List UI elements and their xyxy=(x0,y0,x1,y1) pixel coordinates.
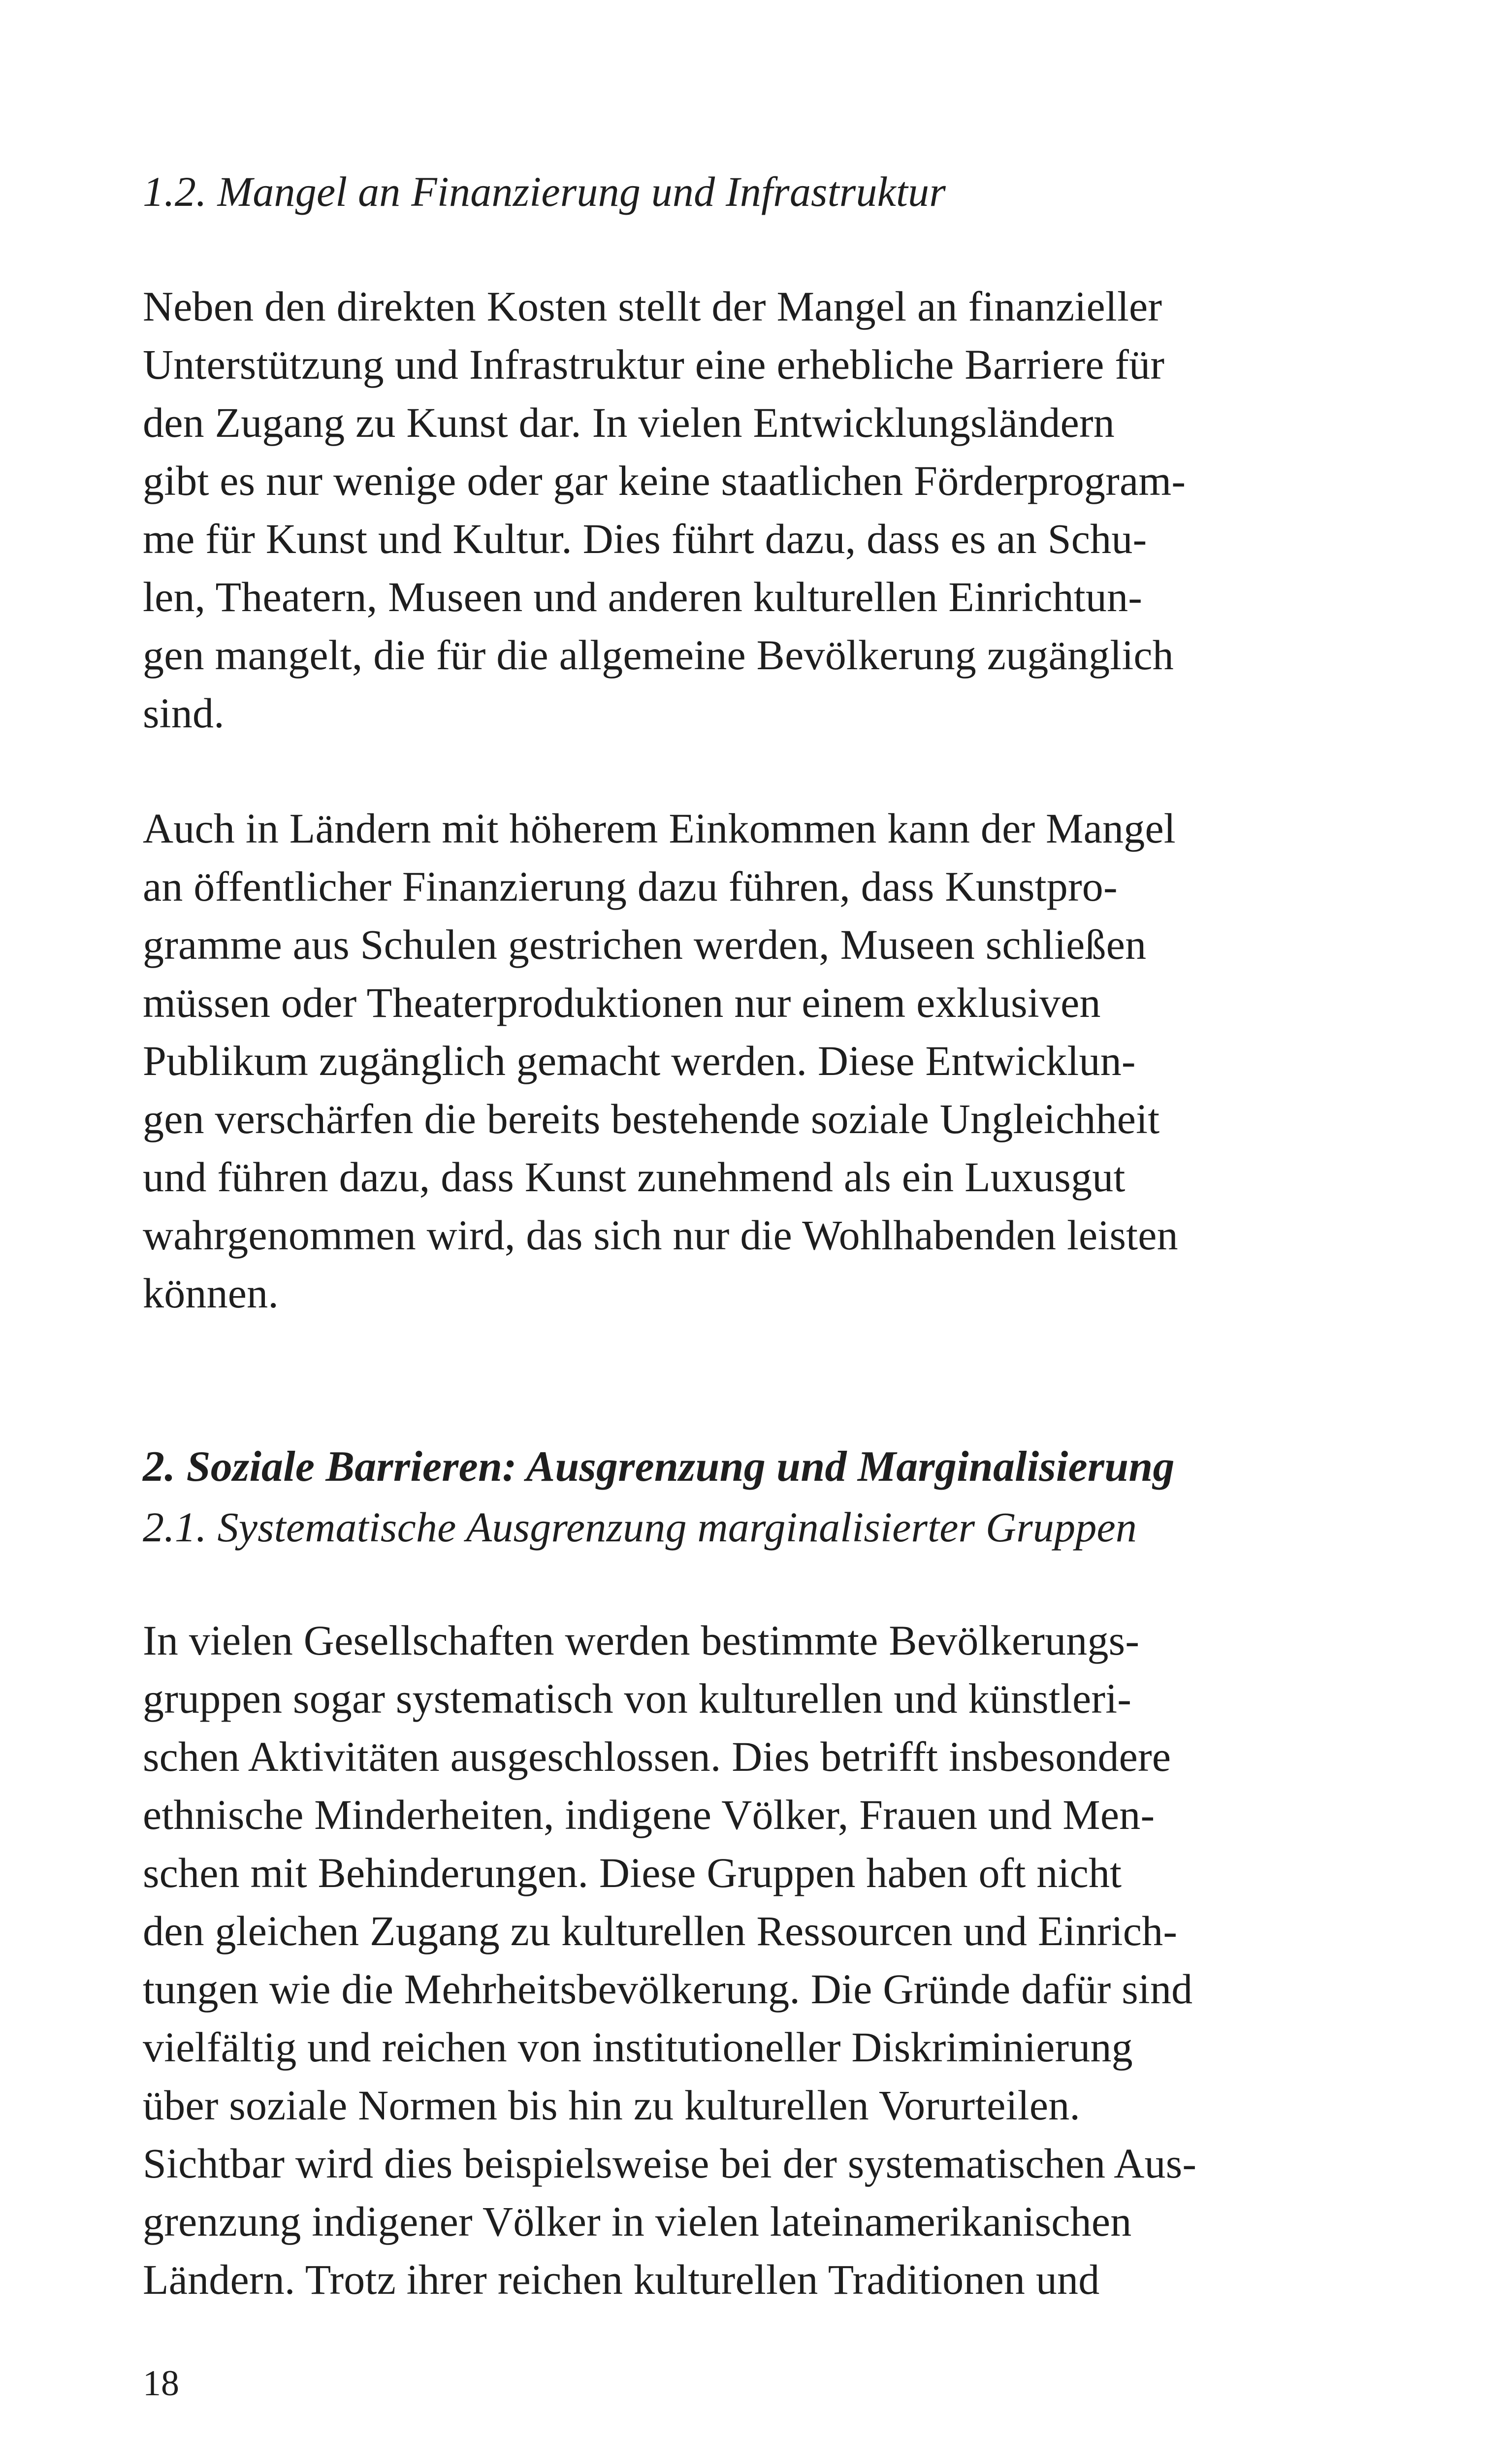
paragraph-line: ethnische Minderheiten, indigene Völker, Frauen und Men- xyxy=(143,1791,1155,1838)
paragraph-line: können. xyxy=(143,1270,279,1317)
paragraph-line: Publikum zugänglich gemacht werden. Diese Entwicklun- xyxy=(143,1037,1136,1084)
paragraph-line: tungen wie die Mehrheitsbevölkerung. Die Gründe dafür sind xyxy=(143,1965,1193,2013)
paragraph-line: len, Theatern, Museen und anderen kulturellen Einrichtun- xyxy=(143,573,1143,620)
paragraph-line: schen Aktivitäten ausgeschlossen. Dies betrifft insbesondere xyxy=(143,1733,1171,1780)
paragraph-line: über soziale Normen bis hin zu kulturellen Vorurteilen. xyxy=(143,2082,1081,2129)
paragraph-line: den Zugang zu Kunst dar. In vielen Entwicklungsländern xyxy=(143,399,1115,446)
paragraph-line: sind. xyxy=(143,689,225,737)
paragraph-line: Auch in Ländern mit höherem Einkommen kann der Mangel xyxy=(143,805,1176,852)
paragraph-line: den gleichen Zugang zu kulturellen Ressourcen und Einrich- xyxy=(143,1907,1178,1954)
paragraph-line: und führen dazu, dass Kunst zunehmend als ein Luxusgut xyxy=(143,1153,1126,1201)
paragraph-line: me für Kunst und Kultur. Dies führt dazu, dass es an Schu- xyxy=(143,515,1147,562)
paragraph-line: Ländern. Trotz ihrer reichen kulturellen Traditionen und xyxy=(143,2256,1100,2303)
paragraph-line: müssen oder Theaterproduktionen nur einem exklusiven xyxy=(143,979,1101,1026)
paragraph-line: gen mangelt, die für die allgemeine Bevölkerung zugänglich xyxy=(143,631,1174,679)
section-heading-2: 2. Soziale Barrieren: Ausgrenzung und Marginalisierung xyxy=(143,1443,1175,1491)
paragraph-line: schen mit Behinderungen. Diese Gruppen haben oft nicht xyxy=(143,1849,1122,1896)
paragraph-line: Neben den direkten Kosten stellt der Mangel an finanzieller xyxy=(143,283,1162,330)
paragraph-line: gramme aus Schulen gestrichen werden, Museen schließen xyxy=(143,921,1147,968)
paragraph-line: vielfältig und reichen von institutioneller Diskriminierung xyxy=(143,2023,1133,2071)
paragraph-line: gruppen sogar systematisch von kulturellen und künstleri- xyxy=(143,1675,1132,1722)
paragraph-line: gibt es nur wenige oder gar keine staatlichen Förderprogram- xyxy=(143,457,1186,504)
paragraph-line: an öffentlicher Finanzierung dazu führen, dass Kunstpro- xyxy=(143,863,1118,910)
paragraph-line: grenzung indigener Völker in vielen lateinamerikanischen xyxy=(143,2198,1132,2245)
paragraph-line: wahrgenommen wird, das sich nur die Wohlhabenden leisten xyxy=(143,1211,1178,1259)
subheading-1-2: 1.2. Mangel an Finanzierung und Infrastruktur xyxy=(143,168,946,215)
paragraph-line: gen verschärfen die bereits bestehende soziale Ungleichheit xyxy=(143,1095,1160,1142)
paragraph-line: Unterstützung und Infrastruktur eine erhebliche Barriere für xyxy=(143,341,1165,388)
subheading-2-1: 2.1. Systematische Ausgrenzung marginalisierter Gruppen xyxy=(143,1503,1137,1551)
paragraph-line: Sichtbar wird dies beispielsweise bei der systematischen Aus- xyxy=(143,2140,1197,2187)
page-number: 18 xyxy=(143,2363,179,2404)
paragraph-line: In vielen Gesellschaften werden bestimmte Bevölkerungs- xyxy=(143,1617,1140,1664)
